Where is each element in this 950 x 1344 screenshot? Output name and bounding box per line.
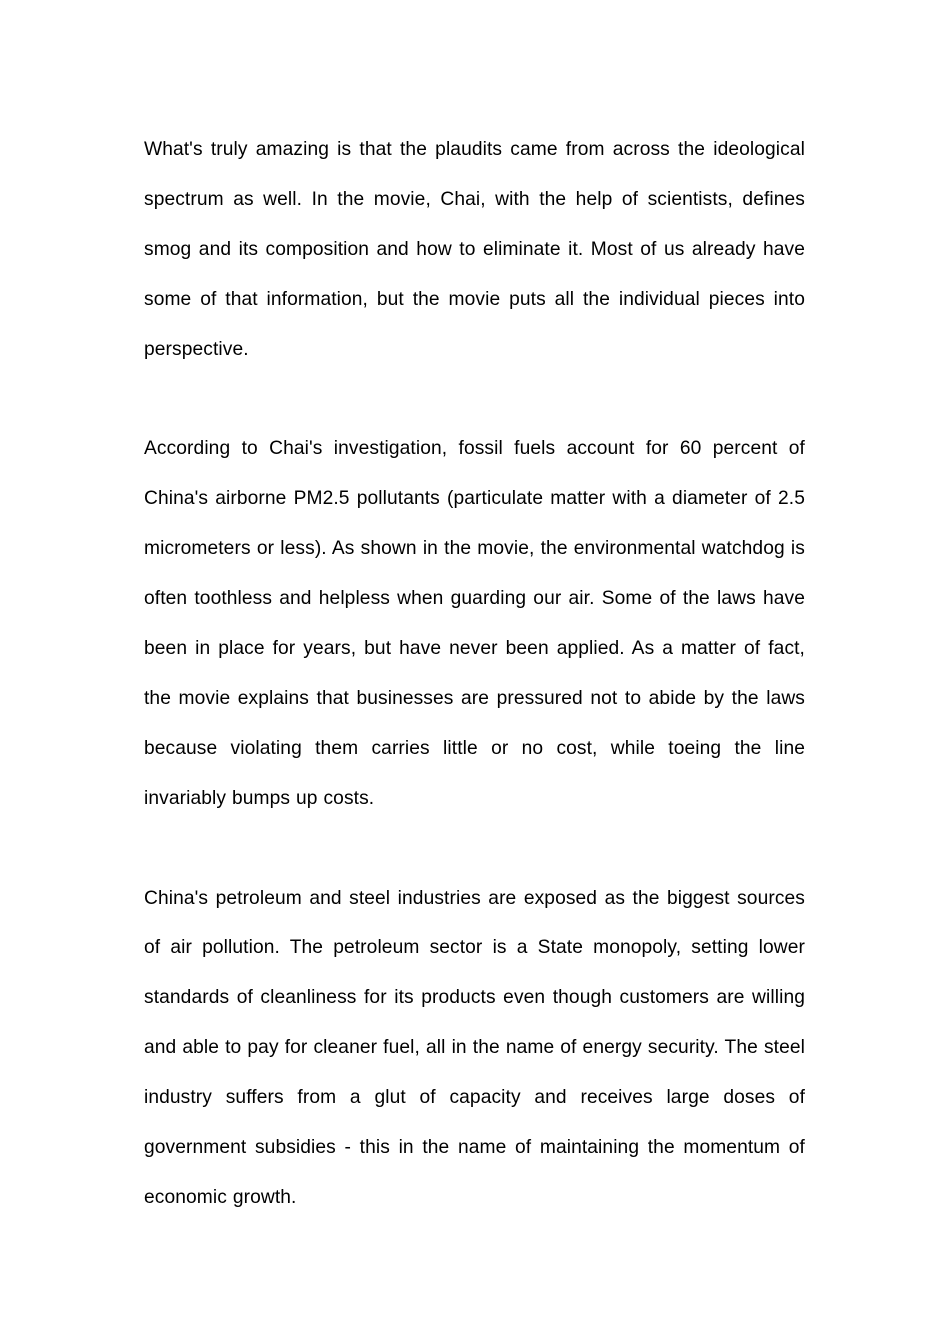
paragraph-plaudits: What's truly amazing is that the plaudits came from across the ideological spectrum as well. In the movie, Chai, with the help of scientists, defines smog and its composition and how to eliminate it. Most of us already have some of that information, but the movie puts all the individual pieces into perspective. — [144, 139, 805, 360]
paragraph-industries: China's petroleum and steel industries are exposed as the biggest sources of air pollution. The petroleum sector is a State monopoly, setting lower standards of cleanliness for its products even though customers are willing and able to pay for cleaner fuel, all in the name of energy security. The steel industry suffers from a glut of capacity and receives large doses of government subsidies - this in the name of maintaining the momentum of economic growth. — [144, 887, 805, 1208]
paragraph-investigation: According to Chai's investigation, fossil fuels account for 60 percent of China's airborne PM2.5 pollutants (particulate matter with a diameter of 2.5 micrometers or less). As shown in the movie, the environmental watchdog is often toothless and helpless when guarding our air. Some of the laws have been in place for years, but have never been applied. As a matter of fact, the movie explains that businesses are pressured not to abide by the laws because violating them carries little or no cost, while toeing the line invariably bumps up costs. — [144, 438, 805, 809]
document-body — [144, 125, 805, 1223]
